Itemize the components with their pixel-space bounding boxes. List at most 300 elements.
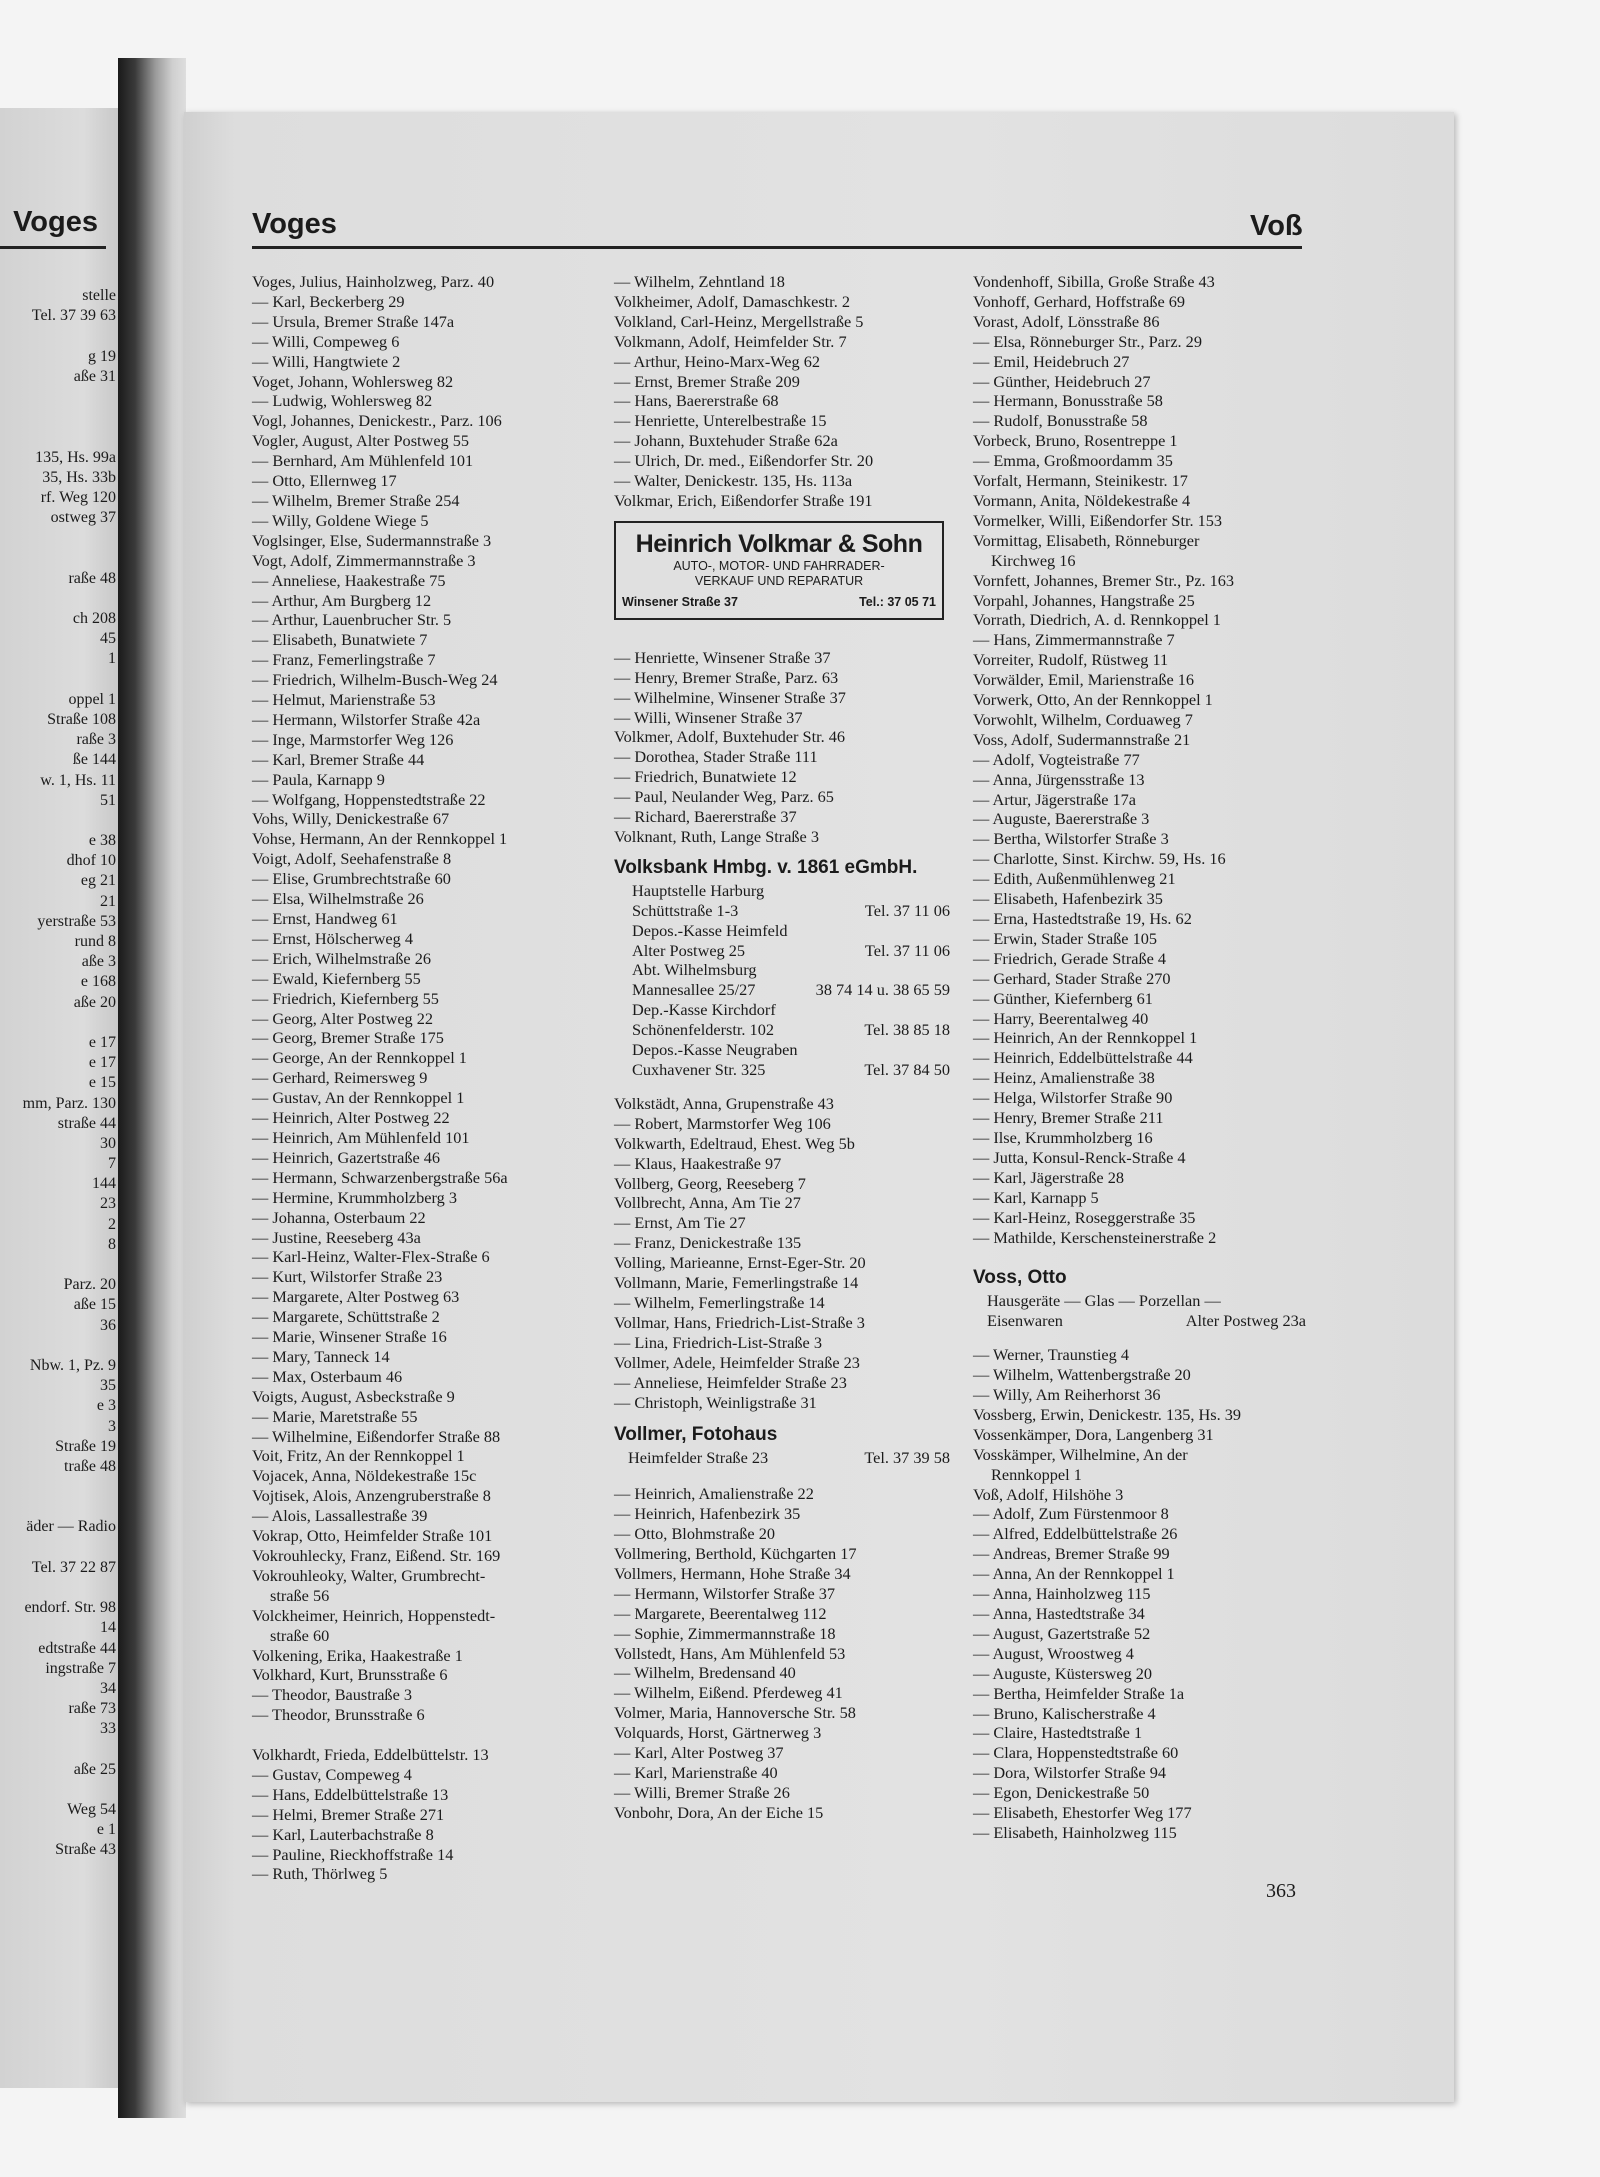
directory-entry: — Willi, Bremer Straße 26 [614, 1782, 790, 1802]
bank-branch-row [614, 1060, 950, 1080]
directory-entry: Vollmering, Berthold, Küchgarten 17 [614, 1544, 857, 1564]
directory-entry: — Helga, Wilstorfer Straße 90 [973, 1088, 1173, 1108]
directory-entry: Volkhard, Kurt, Brunsstraße 6 [252, 1665, 448, 1685]
directory-entry: Volckheimer, Heinrich, Hoppenstedt- [252, 1605, 496, 1625]
directory-entry: — Otto, Ellernweg 17 [252, 471, 397, 491]
left-page-line [0, 1740, 116, 1760]
directory-entry: — Wilhelmine, Winsener Straße 37 [614, 687, 846, 707]
directory-entry: Vorreiter, Rudolf, Rüstweg 11 [973, 650, 1169, 670]
left-page-line: äder — Radio [26, 1518, 116, 1536]
left-page-line: Weg 54 [67, 1801, 116, 1819]
left-page-line: 3 [108, 1417, 116, 1435]
directory-entry: — Henriette, Winsener Straße 37 [614, 647, 831, 667]
left-page-line: g 19 [88, 347, 116, 365]
directory-entry: — Helmi, Bremer Straße 271 [252, 1804, 445, 1824]
left-page-line: aße 25 [73, 1760, 116, 1778]
left-page-line: Tel. 37 22 87 [31, 1558, 116, 1576]
left-page-line [0, 670, 116, 690]
bank-branch-phone: Tel. 37 11 06 [864, 900, 950, 920]
directory-entry: — Edith, Außenmühlenweg 21 [973, 869, 1176, 889]
directory-entry: — Egon, Denickestraße 50 [973, 1783, 1150, 1803]
directory-entry: — Justine, Reeseberg 43a [252, 1227, 421, 1247]
directory-entry: Vohs, Willy, Denickestraße 67 [252, 809, 450, 829]
directory-entry: — Ernst, Hölscherweg 4 [252, 928, 413, 948]
left-page-line: aße 31 [73, 367, 116, 385]
left-page-line: 35 [100, 1377, 116, 1395]
voss-otto-line-1: Hausgeräte — Glas — Porzellan — [987, 1291, 1221, 1311]
left-page-line: raße 73 [68, 1700, 116, 1718]
directory-entry: — August, Wroostweg 4 [973, 1643, 1134, 1663]
directory-entry: — Heinz, Amalienstraße 38 [973, 1068, 1155, 1088]
directory-entry: — Elisabeth, Bunatwiete 7 [252, 630, 428, 650]
directory-entry: Vonbohr, Dora, An der Eiche 15 [614, 1802, 824, 1822]
left-page-line: Parz. 20 [63, 1276, 116, 1294]
directory-entry: — Harry, Beerentalweg 40 [973, 1008, 1149, 1028]
directory-entry: Volkwarth, Edeltraud, Ehest. Weg 5b [614, 1133, 855, 1153]
directory-entry: — Ernst, Am Tie 27 [614, 1213, 746, 1233]
left-page-line: 34 [100, 1679, 116, 1697]
book-binding [118, 58, 186, 2118]
directory-entry: — Karl-Heinz, Roseggerstraße 35 [973, 1207, 1196, 1227]
directory-entry: — Karl, Marienstraße 40 [614, 1763, 778, 1782]
directory-entry: Vorpahl, Johannes, Hangstraße 25 [973, 590, 1195, 610]
directory-entry: — Paul, Neulander Weg, Parz. 65 [614, 787, 834, 807]
directory-entry: — Günther, Heidebruch 27 [973, 371, 1151, 391]
directory-entry: — Heinrich, Hafenbezirk 35 [614, 1504, 801, 1524]
directory-entry: — Robert, Marmstorfer Weg 106 [614, 1113, 831, 1133]
directory-entry: — Heinrich, Am Mühlenfeld 101 [252, 1127, 470, 1147]
directory-entry: — Hans, Zimmermannstraße 7 [973, 630, 1175, 650]
bank-branch-phone: Tel. 38 85 18 [864, 1020, 950, 1040]
directory-entry: — Kurt, Wilstorfer Straße 23 [252, 1267, 443, 1287]
directory-entry: Voigts, August, Asbeckstraße 9 [252, 1386, 455, 1406]
bank-branch-address: Schüttstraße 1-3 [632, 900, 739, 920]
directory-entry: — August, Gazertstraße 52 [973, 1623, 1151, 1643]
directory-entry: — Ludwig, Wohlersweg 82 [252, 391, 433, 411]
directory-entry: — Franz, Femerlingstraße 7 [252, 650, 436, 670]
directory-entry: Vornfett, Johannes, Bremer Str., Pz. 163 [973, 570, 1235, 590]
directory-entry: — Friedrich, Wilhelm-Busch-Weg 24 [252, 670, 498, 690]
directory-entry: — Gustav, An der Rennkoppel 1 [252, 1088, 465, 1108]
directory-entry: — Elise, Grumbrechtstraße 60 [252, 869, 451, 889]
directory-entry: — Karl, Lauterbachstraße 8 [252, 1824, 434, 1844]
fotohaus-address: Heimfelder Straße 23 [628, 1448, 769, 1468]
directory-entry: — Georg, Alter Postweg 22 [252, 1008, 434, 1028]
left-page-line: 36 [100, 1316, 116, 1334]
directory-entry: — Bernhard, Am Mühlenfeld 101 [252, 451, 474, 471]
bank-branch-address: Schönenfelderstr. 102 [632, 1020, 774, 1040]
directory-entry: — Georg, Bremer Straße 175 [252, 1028, 444, 1048]
directory-entry: — Bertha, Heimfelder Straße 1a [973, 1683, 1185, 1703]
directory-entry: — Friedrich, Kiefernberg 55 [252, 988, 439, 1008]
directory-entry: — Dorothea, Stader Straße 111 [614, 747, 818, 767]
directory-entry: — Wilhelm, Wattenbergstraße 20 [973, 1365, 1191, 1385]
directory-entry: — Sophie, Zimmermannstraße 18 [614, 1623, 836, 1643]
directory-entry: — Willi, Compeweg 6 [252, 331, 400, 351]
directory-entry: — Heinrich, Gazertstraße 46 [252, 1147, 441, 1167]
directory-entry: — Auguste, Baererstraße 3 [973, 809, 1150, 829]
directory-entry: — Bertha, Wilstorfer Straße 3 [973, 829, 1169, 849]
directory-entry: — Henry, Bremer Straße 211 [973, 1108, 1164, 1128]
directory-entry: — Wilhelm, Zehntland 18 [614, 272, 785, 291]
directory-entry: — Willi, Winsener Straße 37 [614, 707, 803, 727]
bank-branch-row [614, 960, 950, 980]
left-page-line: ingstraße 7 [45, 1659, 116, 1677]
directory-entry: — Anneliese, Haakestraße 75 [252, 570, 446, 590]
directory-entry: — Willi, Hangtwiete 2 [252, 351, 401, 371]
bank-branch-row [614, 901, 950, 921]
left-page-line: Straße 43 [55, 1841, 116, 1859]
directory-entry: — Margarete, Schüttstraße 2 [252, 1307, 440, 1327]
directory-entry: — Friedrich, Gerade Straße 4 [973, 948, 1167, 968]
directory-entry: Volmer, Maria, Hannoversche Str. 58 [614, 1703, 856, 1723]
left-page-line: aße 3 [81, 953, 116, 971]
directory-entry: Vossenkämper, Dora, Langenberg 31 [973, 1424, 1214, 1444]
left-page-line: 2 [108, 1215, 116, 1233]
directory-entry: straße 56 [270, 1585, 330, 1605]
directory-entry: — Günther, Kiefernberg 61 [973, 988, 1153, 1008]
entries-col3-top [973, 272, 1306, 1247]
directory-entry: Vogl, Johannes, Denickestr., Parz. 106 [252, 411, 502, 431]
directory-entry: Vossberg, Erwin, Denickestr. 135, Hs. 39 [973, 1404, 1242, 1424]
directory-entry: — Heinrich, Eddelbüttelstraße 44 [973, 1048, 1193, 1068]
directory-entry: — Ursula, Bremer Straße 147a [252, 311, 455, 331]
left-page-line: e 17 [88, 1054, 116, 1072]
left-page-line: eg 21 [80, 872, 116, 890]
directory-entry: — Hermine, Krummholzberg 3 [252, 1187, 457, 1207]
directory-entry: — Artur, Jägerstraße 17a [973, 789, 1137, 809]
directory-entry: — Elsa, Wilhelmstraße 26 [252, 889, 424, 909]
bank-branch-address: Hauptstelle Harburg [632, 880, 765, 900]
directory-entry: — Christoph, Weinligstraße 31 [614, 1392, 817, 1412]
directory-entry: Vokrap, Otto, Heimfelder Straße 101 [252, 1526, 493, 1546]
directory-entry: straße 60 [270, 1625, 330, 1645]
bank-branch-row [614, 881, 950, 901]
left-page-text [0, 286, 116, 1861]
directory-entry: — Rudolf, Bonusstraße 58 [973, 411, 1148, 431]
bank-branch-address: Depos.-Kasse Neugraben [632, 1040, 798, 1060]
left-page-line: 33 [100, 1720, 116, 1738]
directory-entry: Voget, Johann, Wohlersweg 82 [252, 371, 454, 391]
bank-branches [614, 881, 950, 1080]
directory-entry: — Alois, Lassallestraße 39 [252, 1506, 428, 1526]
directory-entry: — Hermann, Wilstorfer Straße 37 [614, 1583, 836, 1603]
directory-entry: Voglsinger, Else, Sudermannstraße 3 [252, 530, 492, 550]
left-page-line: dhof 10 [66, 852, 116, 870]
left-page-line: 30 [100, 1134, 116, 1152]
bank-branch-phone: 38 74 14 u. 38 65 59 [815, 980, 950, 1000]
directory-entry: Voigt, Adolf, Seehafenstraße 8 [252, 849, 452, 869]
left-page-line: 51 [100, 791, 116, 809]
bank-branch-row [614, 980, 950, 1000]
left-page-line [0, 589, 116, 609]
left-page-line [0, 1578, 116, 1598]
directory-entry: Vorbeck, Bruno, Rosentreppe 1 [973, 431, 1178, 451]
directory-entry: Vollstedt, Hans, Am Mühlenfeld 53 [614, 1643, 846, 1663]
directory-entry: — Karl, Bremer Straße 44 [252, 749, 425, 769]
left-page-line: raße 48 [68, 569, 116, 587]
directory-entry: Volkstädt, Anna, Grupenstraße 43 [614, 1093, 834, 1113]
bank-branch-row [614, 941, 950, 961]
entries-col2-mid [614, 648, 950, 847]
bank-branch-row [614, 1020, 950, 1040]
fotohaus-heading: Vollmer, Fotohaus [614, 1424, 778, 1446]
directory-entry: Vosskämper, Wilhelmine, An der [973, 1444, 1188, 1464]
directory-entry: — Heinrich, Alter Postweg 22 [252, 1108, 450, 1128]
left-page-line: 144 [92, 1175, 116, 1193]
directory-entry: Volkland, Carl-Heinz, Mergellstraße 5 [614, 311, 864, 331]
directory-entry: — Willy, Am Reiherhorst 36 [973, 1385, 1161, 1405]
directory-entry: — Lina, Friedrich-List-Straße 3 [614, 1332, 822, 1352]
directory-entry: — Ernst, Handweg 61 [252, 909, 398, 928]
directory-entry: — Karl, Karnapp 5 [973, 1187, 1099, 1207]
left-page-line [0, 1255, 116, 1275]
directory-entry: Vondenhoff, Sibilla, Große Straße 43 [973, 272, 1215, 291]
directory-entry: Rennkoppel 1 [991, 1464, 1082, 1484]
left-page-line: rf. Weg 120 [40, 488, 116, 506]
bank-branch-phone: Tel. 37 11 06 [864, 940, 950, 960]
directory-entry: — Theodor, Brunsstraße 6 [252, 1705, 425, 1725]
left-page-line: oppel 1 [68, 690, 116, 708]
entries-col2-top [614, 272, 950, 511]
directory-entry: Vojtisek, Alois, Anzengruberstraße 8 [252, 1486, 491, 1506]
directory-entry: — Hermann, Bonusstraße 58 [973, 391, 1163, 411]
directory-entry: — Anna, Hainholzweg 115 [973, 1584, 1151, 1604]
left-page-line: yerstraße 53 [37, 912, 116, 930]
directory-entry: — Paula, Karnapp 9 [252, 769, 385, 789]
column-1 [252, 272, 590, 1884]
left-page-line: e 3 [96, 1397, 116, 1415]
bank-branch-row [614, 1000, 950, 1020]
left-page-line: rund 8 [74, 933, 116, 950]
directory-entry: — Arthur, Heino-Marx-Weg 62 [614, 351, 821, 371]
left-page-line: e 168 [80, 973, 116, 991]
directory-entry: — Anna, Hastedtstraße 34 [973, 1604, 1145, 1623]
directory-entry: Vollmar, Hans, Friedrich-List-Straße 3 [614, 1312, 865, 1332]
directory-entry: Vormann, Anita, Nöldekestraße 4 [973, 490, 1191, 510]
directory-entry: Vokrouhlecky, Franz, Eißend. Str. 169 [252, 1546, 501, 1565]
directory-entry: Vollmann, Marie, Femerlingstraße 14 [614, 1273, 859, 1293]
left-page-line: 7 [108, 1155, 116, 1173]
directory-entry: — Inge, Marmstorfer Weg 126 [252, 729, 454, 749]
directory-entry: Vogt, Adolf, Zimmermannstraße 3 [252, 550, 476, 570]
directory-entry: — Andreas, Bremer Straße 99 [973, 1544, 1170, 1564]
left-page-line: e 1 [96, 1821, 116, 1839]
directory-entry: — Wilhelm, Eißend. Pferdeweg 41 [614, 1683, 843, 1703]
directory-entry: Voß, Adolf, Hilshöhe 3 [973, 1484, 1124, 1504]
left-page-line: mm, Parz. 130 [22, 1094, 116, 1112]
left-page-line: Tel. 37 39 63 [31, 307, 116, 325]
left-page-line: aße 20 [73, 993, 116, 1011]
left-page-line: aße 15 [73, 1296, 116, 1314]
left-page-line: 35, Hs. 33b [42, 468, 116, 486]
directory-entry: Volquards, Horst, Gärtnerweg 3 [614, 1723, 822, 1743]
left-page-line [0, 1497, 116, 1517]
left-page-line: 45 [100, 630, 116, 648]
directory-entry: — Wilhelm, Femerlingstraße 14 [614, 1292, 825, 1312]
bank-branch-address: Depos.-Kasse Heimfeld [632, 920, 788, 940]
bank-heading: Volksbank Hmbg. v. 1861 eGmbH. [614, 856, 918, 878]
directory-entry: — Elsa, Rönneburger Str., Parz. 29 [973, 331, 1202, 351]
directory-entry: — Margarete, Beerentalweg 112 [614, 1603, 827, 1623]
directory-entry: Voges, Julius, Hainholzweg, Parz. 40 [252, 272, 495, 291]
directory-entry: — Helmut, Marienstraße 53 [252, 690, 436, 710]
directory-entry: — Otto, Blohmstraße 20 [614, 1524, 775, 1544]
directory-entry: — Adolf, Zum Fürstenmoor 8 [973, 1504, 1169, 1524]
directory-entry: — Hans, Baererstraße 68 [614, 391, 779, 411]
directory-entry: — Elisabeth, Hainholzweg 115 [973, 1822, 1177, 1842]
left-page-line: traße 48 [64, 1457, 116, 1475]
directory-entry: Vorwohlt, Wilhelm, Corduaweg 7 [973, 709, 1193, 729]
directory-entry: Voss, Adolf, Sudermannstraße 21 [973, 729, 1191, 749]
directory-entry: — Anna, An der Rennkoppel 1 [973, 1564, 1175, 1584]
bank-branch-address: Abt. Wilhelmsburg [632, 960, 757, 980]
running-head-left: Voges [252, 208, 337, 240]
directory-entry: Vojacek, Anna, Nöldekestraße 15c [252, 1466, 477, 1486]
directory-entry: — Elisabeth, Ehestorfer Weg 177 [973, 1803, 1192, 1823]
directory-entry: — Walter, Denickestr. 135, Hs. 113a [614, 471, 853, 491]
directory-entry: Volkening, Erika, Haakestraße 1 [252, 1645, 463, 1665]
left-page-line: 23 [100, 1195, 116, 1213]
left-page-header: Voges [13, 206, 98, 238]
directory-entry: — Bruno, Kalischerstraße 4 [973, 1703, 1156, 1723]
directory-entry: — Marie, Winsener Straße 16 [252, 1327, 447, 1347]
left-page-line: raße 3 [76, 731, 116, 749]
directory-entry: — Friedrich, Bunatwiete 12 [614, 767, 797, 787]
left-page-line: Straße 108 [47, 710, 116, 728]
fotohaus-phone: Tel. 37 39 58 [864, 1448, 950, 1468]
directory-entry: — Heinrich, Amalienstraße 22 [614, 1484, 814, 1504]
left-page-line [0, 326, 116, 346]
directory-entry: — Charlotte, Sinst. Kirchw. 59, Hs. 16 [973, 849, 1226, 869]
directory-entry: Volkmar, Erich, Eißendorfer Straße 191 [614, 490, 873, 510]
left-page-line: 14 [100, 1619, 116, 1637]
directory-entry: Volling, Marieanne, Ernst-Eger-Str. 20 [614, 1253, 866, 1273]
directory-entry: — Hermann, Schwarzenbergstraße 56a [252, 1167, 508, 1187]
left-page-line: ße 144 [72, 751, 116, 769]
directory-entry: — Erwin, Stader Straße 105 [973, 928, 1158, 948]
directory-entry: — Henry, Bremer Straße, Parz. 63 [614, 667, 839, 687]
directory-entry: — Willy, Goldene Wiege 5 [252, 510, 429, 530]
left-page-line [0, 811, 116, 831]
directory-entry: Vonhoff, Gerhard, Hoffstraße 69 [973, 291, 1186, 311]
left-page-line [0, 1477, 116, 1497]
directory-entry: — Anneliese, Heimfelder Straße 23 [614, 1372, 847, 1392]
directory-entry: — Hermann, Wilstorfer Straße 42a [252, 709, 481, 729]
directory-entry: — Karl, Beckerberg 29 [252, 291, 405, 311]
ad-line-1: AUTO-, MOTOR- UND FAHRRADER- [673, 558, 885, 573]
volkmar-advertisement [614, 521, 944, 620]
left-page-line: endorf. Str. 98 [24, 1599, 116, 1617]
directory-entry: Kirchweg 16 [991, 550, 1076, 570]
directory-entry: — Arthur, Lauenbrucher Str. 5 [252, 610, 452, 630]
directory-entry: — Gustav, Compeweg 4 [252, 1764, 412, 1784]
directory-entry: Vormelker, Willi, Eißendorfer Str. 153 [973, 510, 1223, 530]
directory-entry: — Johann, Buxtehuder Straße 62a [614, 431, 838, 451]
directory-entry: — Gerhard, Stader Straße 270 [973, 968, 1171, 988]
entries-col2-low [614, 1094, 950, 1413]
ad-address: Winsener Straße 37 [622, 594, 738, 609]
bank-branch-address: Alter Postweg 25 [632, 940, 746, 960]
left-page-line [0, 1336, 116, 1356]
directory-entry: — Elisabeth, Hafenbezirk 35 [973, 889, 1163, 909]
directory-entry: — Hans, Eddelbüttelstraße 13 [252, 1784, 449, 1804]
directory-entry: Volkhardt, Frieda, Eddelbüttelstr. 13 [252, 1745, 489, 1765]
directory-entry: — Alfred, Eddelbüttelstraße 26 [973, 1524, 1178, 1544]
directory-entry: — Ruth, Thörlweg 5 [252, 1864, 388, 1884]
directory-entry: — Adolf, Vogteistraße 77 [973, 749, 1140, 769]
directory-entry: — Wolfgang, Hoppenstedtstraße 22 [252, 789, 486, 809]
left-page-line: e 17 [88, 1033, 116, 1051]
column-3 [973, 272, 1306, 1843]
left-page-line: ostweg 37 [50, 509, 116, 527]
directory-entry: — Ewald, Kiefernberg 55 [252, 968, 421, 988]
directory-entry: — Wilhelmine, Eißendorfer Straße 88 [252, 1426, 501, 1446]
directory-entry: Vormittag, Elisabeth, Rönneburger [973, 530, 1200, 550]
left-page-line: edtstraße 44 [38, 1639, 116, 1657]
left-page-line: Nbw. 1, Pz. 9 [29, 1356, 116, 1374]
left-page-line: 8 [108, 1235, 116, 1253]
directory-entry: — Arthur, Am Burgberg 12 [252, 590, 432, 610]
directory-entry: Vorwerk, Otto, An der Rennkoppel 1 [973, 690, 1213, 710]
left-page-line [0, 1013, 116, 1033]
ad-title: Heinrich Volkmar & Sohn [635, 529, 923, 558]
left-page-fragment [0, 108, 120, 2088]
left-page-line: 21 [100, 892, 116, 910]
directory-entry: — Erich, Wilhelmstraße 26 [252, 948, 431, 968]
directory-entry: Vohse, Hermann, An der Rennkoppel 1 [252, 829, 508, 849]
left-page-line [0, 548, 116, 568]
bank-branch-address: Mannesallee 25/27 [632, 980, 756, 1000]
left-page-line: straße 44 [57, 1114, 116, 1132]
directory-entry: — Heinrich, An der Rennkoppel 1 [973, 1028, 1198, 1048]
directory-entry [252, 1725, 590, 1745]
directory-entry: Vollbrecht, Anna, Am Tie 27 [614, 1193, 801, 1213]
directory-entry: — Theodor, Baustraße 3 [252, 1685, 413, 1705]
directory-entry: — Jutta, Konsul-Renck-Straße 4 [973, 1147, 1186, 1167]
directory-entry: Volkheimer, Adolf, Damaschkestr. 2 [614, 291, 850, 311]
left-page-line [0, 387, 116, 407]
directory-entry: — Emil, Heidebruch 27 [973, 351, 1130, 371]
directory-entry: — Auguste, Küstersweg 20 [973, 1663, 1153, 1683]
directory-entry: — Erna, Hastedtstraße 19, Hs. 62 [973, 909, 1192, 928]
left-page-line: 1 [108, 650, 116, 668]
directory-entry: — Ulrich, Dr. med., Eißendorfer Str. 20 [614, 451, 874, 471]
left-page-line [0, 1780, 116, 1800]
directory-entry: — Klaus, Haakestraße 97 [614, 1153, 782, 1173]
left-page-line: Straße 19 [55, 1437, 116, 1455]
directory-entry: Vorast, Adolf, Lönsstraße 86 [973, 311, 1160, 331]
directory-entry: — Marie, Maretstraße 55 [252, 1406, 418, 1426]
left-page-line: w. 1, Hs. 11 [40, 771, 116, 789]
ad-line-2: VERKAUF UND REPARATUR [694, 573, 864, 588]
voss-otto-heading: Voss, Otto [973, 1267, 1067, 1289]
bank-branch-row [614, 921, 950, 941]
directory-entry: Vorfalt, Hermann, Steinikestr. 17 [973, 471, 1188, 491]
running-head-right: Voß [1250, 210, 1303, 242]
directory-entry: Vollmer, Adele, Heimfelder Straße 23 [614, 1352, 860, 1372]
directory-entry: Volkmann, Adolf, Heimfelder Str. 7 [614, 331, 847, 351]
directory-entry: — Emma, Großmoordamm 35 [973, 451, 1173, 471]
directory-entry: Vorwälder, Emil, Marienstraße 16 [973, 670, 1195, 690]
left-page-rule [0, 246, 106, 249]
bank-branch-row [614, 1040, 950, 1060]
directory-entry: Voit, Fritz, An der Rennkoppel 1 [252, 1446, 465, 1466]
directory-entry: — Anna, Jürgensstraße 13 [973, 769, 1145, 789]
directory-entry: — Karl, Jägerstraße 28 [973, 1167, 1124, 1187]
directory-entry: — Gerhard, Reimersweg 9 [252, 1068, 428, 1088]
bank-branch-address: Dep.-Kasse Kirchdorf [632, 1000, 776, 1020]
